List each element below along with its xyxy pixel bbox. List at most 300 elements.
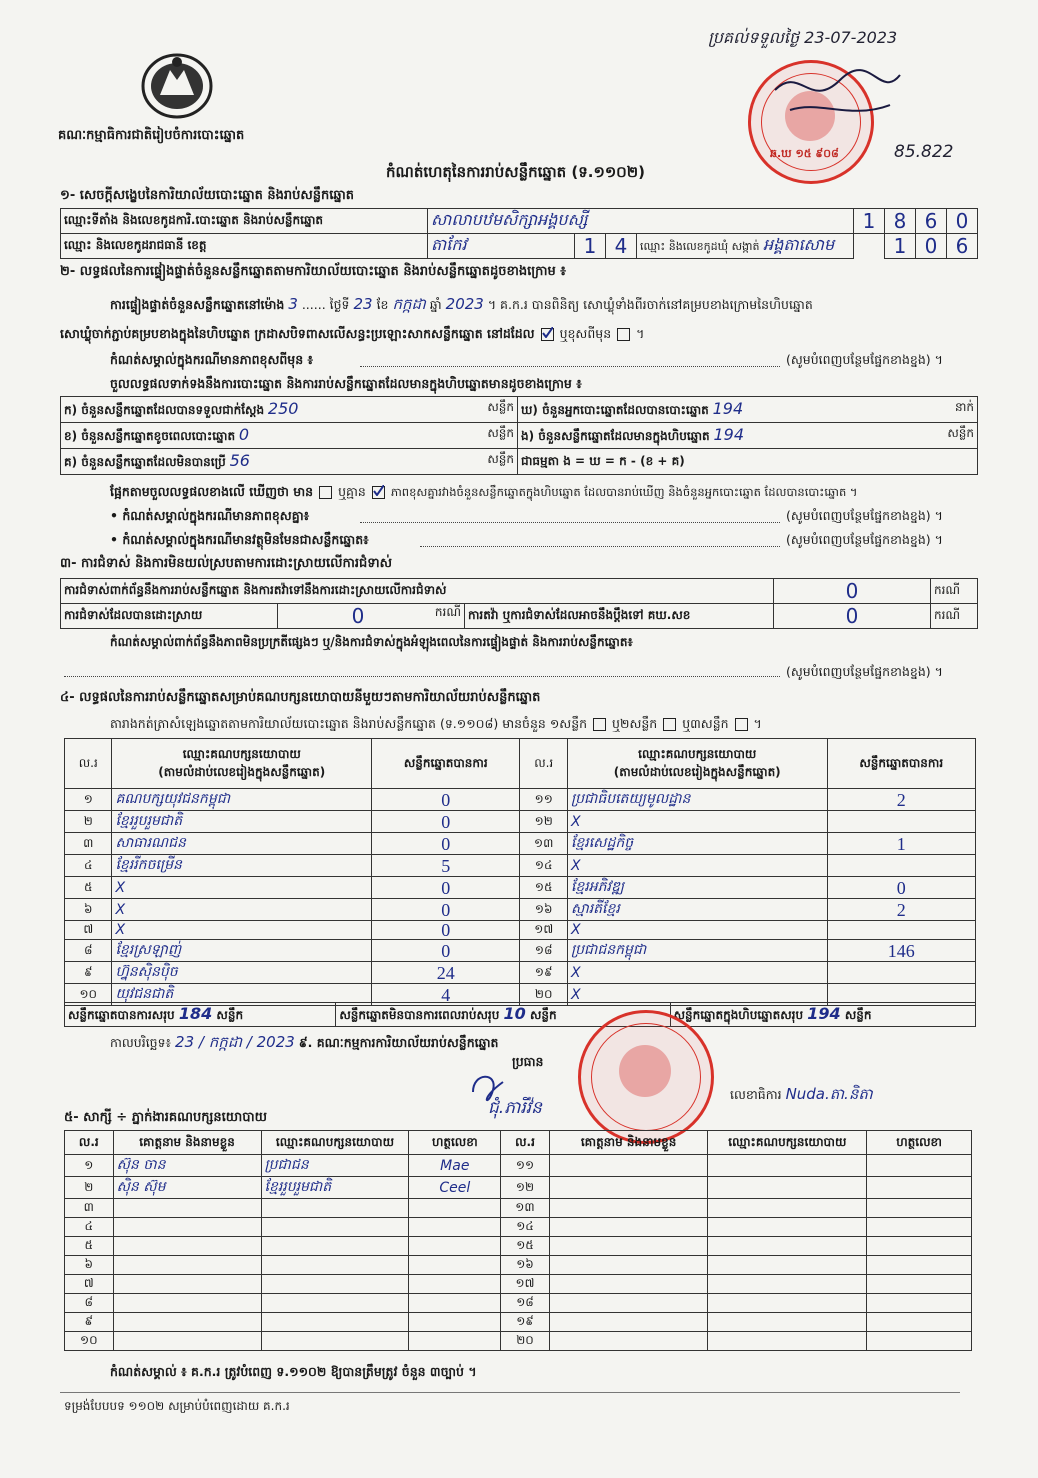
party-votes bbox=[827, 921, 975, 940]
w-col-name-left: គោត្តនាម និងនាមខ្លួន bbox=[113, 1131, 261, 1155]
witness-signature bbox=[409, 1332, 501, 1351]
party-votes: 2 bbox=[827, 899, 975, 921]
witness-name bbox=[549, 1237, 708, 1256]
table-row bbox=[65, 921, 976, 940]
difference-none-label: ឬគ្មាន bbox=[338, 484, 366, 499]
party-no: ១៨ bbox=[520, 940, 567, 962]
complaints-row2b-value: 0 bbox=[774, 604, 931, 629]
witness-name bbox=[113, 1294, 261, 1313]
section2-title: ២- លទ្ធផលនៃការផ្ទៀងផ្ទាត់ចំនួនសន្លឹកឆ្នោតតាមការិយាល័យបោះឆ្នោត និងរាប់សន្លឹកឆ្នោតដូចខាងក្រោម ៖ bbox=[60, 264, 566, 279]
row-kha-value: 0 bbox=[238, 425, 250, 444]
witness-name bbox=[549, 1218, 708, 1237]
table-row bbox=[65, 1332, 972, 1351]
w-col-no-left: ល.រ bbox=[65, 1131, 114, 1155]
witness-name: ស៊ុន ចាន bbox=[113, 1155, 261, 1177]
witness-signature bbox=[409, 1256, 501, 1275]
table-row bbox=[65, 1155, 972, 1177]
witness-party bbox=[708, 1199, 867, 1218]
witness-name bbox=[113, 1256, 261, 1275]
seal-diff-checkbox[interactable] bbox=[617, 328, 630, 341]
tally-2-label: ឬ២សន្លឹក bbox=[612, 716, 658, 731]
party-no: ១៧ bbox=[520, 921, 567, 940]
row-ngo-label: ង) ចំនួនសន្លឹកឆ្នោតដែលមានក្នុងហិបឆ្នោត bbox=[521, 429, 710, 443]
witness-name bbox=[549, 1155, 708, 1177]
total-box-unit: សន្លឹក bbox=[844, 1008, 872, 1022]
witness-party bbox=[708, 1313, 867, 1332]
party-votes bbox=[827, 962, 975, 984]
row-ka-label: ក) ចំនួនសន្លឹកឆ្នោតដែលបានទទួលជាក់ស្តែង bbox=[64, 403, 265, 417]
witness-name bbox=[113, 1218, 261, 1237]
witness-name bbox=[549, 1177, 708, 1199]
party-no: ១១ bbox=[520, 789, 567, 811]
seal-line-text: សោឃ្លុំចាក់ភ្ជាប់គម្របខាងក្នុងនៃហិបឆ្នោត ក្រដាសបិទពាសលើសន្ធះប្រឡោះសាកសន្លឹកឆ្នោត នៅដដែល bbox=[60, 326, 535, 341]
row-kha-label: ខ) ចំនួនសន្លឹកឆ្នោតខូចពេលបោះឆ្នោត bbox=[64, 429, 236, 443]
witness-signature bbox=[409, 1294, 501, 1313]
party-no: ៨ bbox=[65, 940, 112, 962]
section3-title: ៣- ការជំទាស់ និងការមិនយល់ស្របតាមការដោះស្រាយលើការជំទាស់ bbox=[60, 556, 392, 571]
total-valid bbox=[65, 1003, 336, 1027]
party-no: ១៣ bbox=[520, 833, 567, 855]
row-ka bbox=[61, 397, 518, 423]
verify-day-value: 23 bbox=[353, 295, 373, 313]
row-ka-value: 250 bbox=[267, 399, 299, 418]
office-name-value: សាលាបឋមសិក្សាអង្គបស្សី bbox=[428, 209, 854, 234]
province-code-1: 1 bbox=[575, 234, 606, 259]
witness-signature bbox=[409, 1199, 501, 1218]
party-no: ១ bbox=[65, 789, 112, 811]
col-party-right bbox=[567, 739, 827, 789]
witness-name bbox=[113, 1199, 261, 1218]
verify-month-value: កក្កដា bbox=[392, 295, 426, 313]
official-stamp-bottom bbox=[578, 1010, 714, 1144]
party-name: គណបក្សយុវជនកម្ពុជា bbox=[112, 789, 372, 811]
witness-signature bbox=[867, 1199, 972, 1218]
difference-has-checkbox[interactable] bbox=[319, 486, 332, 499]
witness-no: ១៩ bbox=[501, 1313, 550, 1332]
date-label: កាលបរិច្ឆេទ៖ bbox=[110, 1035, 172, 1050]
office-code-4: 0 bbox=[947, 209, 978, 234]
witness-no: ១៨ bbox=[501, 1294, 550, 1313]
table-row bbox=[65, 1218, 972, 1237]
witness-no: ៧ bbox=[65, 1275, 114, 1294]
table-row bbox=[65, 1313, 972, 1332]
witness-no: ៩ bbox=[65, 1313, 114, 1332]
total-valid-unit: សន្លឹក bbox=[216, 1008, 244, 1022]
verify-day-label: ថ្ងៃទី bbox=[329, 297, 350, 312]
bullet-nonballot: • កំណត់សម្គាល់ក្នុងករណីមានវត្ថុមិនមែនជាសន្លឹកឆ្នោត៖ bbox=[110, 532, 369, 547]
w-col-no-right: ល.រ bbox=[501, 1131, 550, 1155]
party-results-table bbox=[64, 738, 976, 1006]
row-ka-unit: សន្លឹក bbox=[487, 400, 514, 414]
complaints-row1-unit: ករណី bbox=[931, 579, 978, 604]
fill-back-note-1: (សូមបំពេញបន្ថែមផ្នែកខាងខ្នង) ។ bbox=[786, 352, 943, 367]
witness-name: ស៊ិន ស៊ុម bbox=[113, 1177, 261, 1199]
party-votes: 0 bbox=[372, 921, 520, 940]
party-votes: 24 bbox=[372, 962, 520, 984]
verify-time-label: ការផ្ទៀងផ្ទាត់ចំនួនសន្លឹកឆ្នោតនៅម៉ោង bbox=[110, 297, 285, 312]
witness-party bbox=[708, 1294, 867, 1313]
total-box-label: សន្លឹកឆ្នោតក្នុងហិបឆ្នោតសរុប bbox=[673, 1008, 804, 1022]
party-name: X bbox=[112, 899, 372, 921]
col-party-left-title: ឈ្មោះគណបក្សនយោបាយ bbox=[182, 746, 301, 761]
party-name: ប្រជាធិបតេយ្យមូលដ្ឋាន bbox=[567, 789, 827, 811]
party-no: ៧ bbox=[65, 921, 112, 940]
witness-party bbox=[261, 1313, 409, 1332]
total-box-value: 194 bbox=[807, 1004, 841, 1023]
party-no: ១៦ bbox=[520, 899, 567, 921]
table-row bbox=[65, 811, 976, 833]
party-name: យុវជនជាតិ bbox=[112, 984, 372, 1006]
commune-code-1: 1 bbox=[885, 234, 916, 259]
witness-name bbox=[549, 1332, 708, 1351]
w-col-name-right: គោត្តនាម និងនាមខ្លួន bbox=[549, 1131, 708, 1155]
party-no: ៤ bbox=[65, 855, 112, 877]
table-row bbox=[65, 877, 976, 899]
witness-party bbox=[261, 1294, 409, 1313]
table-row bbox=[65, 899, 976, 921]
seal-line: សោឃ្លុំចាក់ភ្ជាប់គម្របខាងក្នុងនៃហិបឆ្នោត ក្រដាសបិទពាសលើសន្ធះប្រឡោះសាកសន្លឹកឆ្នោត នៅដដែល ឬខុសពីមុន ។ bbox=[60, 326, 645, 341]
party-votes: 0 bbox=[827, 877, 975, 899]
party-no: ៩ bbox=[65, 962, 112, 984]
witness-signature: Ceel bbox=[409, 1177, 501, 1199]
province-code-2: 4 bbox=[606, 234, 637, 259]
witness-signature bbox=[867, 1177, 972, 1199]
table-row bbox=[65, 1275, 972, 1294]
province-label: ឈ្មោះ និងលេខកូដរាជធានី ខេត្ត bbox=[61, 234, 428, 259]
row-ko-label: គ) ចំនួនសន្លឹកឆ្នោតដែលមិនបានប្រើ bbox=[64, 455, 226, 469]
row-kha-unit: សន្លឹក bbox=[487, 426, 514, 440]
row-ko-unit: សន្លឹក bbox=[487, 452, 514, 466]
received-note: ប្រគល់ទទួលថ្ងៃ 23-07-2023 bbox=[708, 28, 898, 47]
complaints-row1-label: ការជំទាស់ពាក់ព័ន្ធនឹងការរាប់សន្លឹកឆ្នោត និងការតវ៉ាទៅនឹងការដោះស្រាយលើការជំទាស់ bbox=[61, 579, 774, 604]
witness-signature bbox=[867, 1237, 972, 1256]
difference-line bbox=[110, 484, 857, 500]
witness-signature bbox=[409, 1275, 501, 1294]
received-code: 85.822 bbox=[894, 142, 954, 162]
witness-no: ១៦ bbox=[501, 1256, 550, 1275]
party-name: ហ្វ៊ុនស៊ិនប៉ិច bbox=[112, 962, 372, 984]
witness-name bbox=[549, 1313, 708, 1332]
row-kho-unit: នាក់ bbox=[954, 400, 974, 414]
witness-no: ១៣ bbox=[501, 1199, 550, 1218]
party-name: ខ្មែររួបរួមជាតិ bbox=[112, 811, 372, 833]
witness-party bbox=[708, 1218, 867, 1237]
witness-party bbox=[261, 1218, 409, 1237]
table-row bbox=[65, 940, 976, 962]
secretary-name: Nuda.តា.និតា bbox=[785, 1085, 873, 1103]
witness-signature bbox=[867, 1294, 972, 1313]
witness-party bbox=[708, 1177, 867, 1199]
tally-intro: តារាងកត់ត្រាសំឡេងឆ្នោតតាមការិយាល័យបោះឆ្នោត និងរាប់សន្លឹកឆ្នោត (ទ.១១០៨) មានចំនួន ១សន្លឹក bbox=[110, 716, 588, 731]
office-name-label: ឈ្មោះទីតាំង និងលេខកូដការិ.បោះឆ្នោត និងរាប់សន្លឹកឆ្នោត bbox=[61, 209, 428, 234]
witness-no: ១៧ bbox=[501, 1275, 550, 1294]
totals-table bbox=[64, 1002, 976, 1027]
witness-party bbox=[261, 1332, 409, 1351]
witness-signature: Mae bbox=[409, 1155, 501, 1177]
verification-line: ការផ្ទៀងផ្ទាត់ចំនួនសន្លឹកឆ្នោតនៅម៉ោង 3 ...... ថ្ងៃទី 23 ខែ កក្កដា ឆ្នាំ 2023 ។ គ.ក.រ បានពិនិត្យ សោឃ្លុំទាំងពីរចាក់នៅគម្របខាងក្រោមនៃហិបឆ្នោត bbox=[110, 295, 813, 313]
party-name: X bbox=[112, 921, 372, 940]
verify-month-label: ខែ bbox=[376, 297, 389, 312]
witness-party bbox=[261, 1275, 409, 1294]
party-no: ៦ bbox=[65, 899, 112, 921]
witness-party bbox=[708, 1256, 867, 1275]
section1-title: ១- សេចក្តីសង្ខេបនៃការិយាល័យបោះឆ្នោត និងរាប់សន្លឹកឆ្នោត bbox=[60, 188, 355, 203]
party-votes: 2 bbox=[827, 789, 975, 811]
total-invalid-value: 10 bbox=[503, 1004, 526, 1023]
change-note-label: កំណត់សម្គាល់ក្នុងករណីមានភាពខុសពីមុន ៖ bbox=[110, 352, 314, 367]
table-row bbox=[65, 1256, 972, 1275]
table-row bbox=[65, 833, 976, 855]
nec-emblem-icon bbox=[140, 50, 214, 120]
witness-no: ១៥ bbox=[501, 1237, 550, 1256]
total-valid-value: 184 bbox=[178, 1004, 213, 1023]
col-no-right: ល.រ bbox=[520, 739, 567, 789]
witness-no: ១ bbox=[65, 1155, 114, 1177]
committee-label: ៩. គណៈកម្មការការិយាល័យរាប់សន្លឹកឆ្នោត bbox=[298, 1035, 499, 1050]
complaints-table bbox=[60, 578, 978, 629]
table-row bbox=[65, 962, 976, 984]
row-kho bbox=[518, 397, 978, 423]
witness-signature bbox=[867, 1332, 972, 1351]
row-kho-value: 194 bbox=[712, 399, 744, 418]
commune-code-2: 0 bbox=[916, 234, 947, 259]
formula-note: ជាធម្មតា ង = ឃ = ក - (ខ + គ) bbox=[518, 449, 978, 475]
tally-1-checkbox[interactable] bbox=[593, 718, 606, 731]
party-votes: 0 bbox=[372, 877, 520, 899]
party-votes: 5 bbox=[372, 855, 520, 877]
total-invalid-unit: សន្លឹក bbox=[529, 1008, 557, 1022]
witness-signature bbox=[409, 1218, 501, 1237]
tally-3-checkbox[interactable] bbox=[735, 718, 748, 731]
difference-none-checkbox[interactable] bbox=[372, 486, 385, 499]
bottom-note: ទម្រង់បែបបទ ១១០២ សម្រាប់បំពេញដោយ គ.ក.រ bbox=[64, 1399, 290, 1413]
party-no: ២ bbox=[65, 811, 112, 833]
party-name: ខ្មែរអភិវឌ្ឍ bbox=[567, 877, 827, 899]
w-col-party-left: ឈ្មោះគណបក្សនយោបាយ bbox=[261, 1131, 409, 1155]
table-row bbox=[65, 1199, 972, 1218]
commune-code-3: 6 bbox=[947, 234, 978, 259]
witness-no: ៥ bbox=[65, 1237, 114, 1256]
row-ngo-value: 194 bbox=[713, 425, 745, 444]
witness-signature bbox=[867, 1256, 972, 1275]
secretary-line bbox=[730, 1084, 873, 1104]
witness-signature bbox=[409, 1237, 501, 1256]
witness-party bbox=[261, 1199, 409, 1218]
chair-name: ជុំ.ភារីវ៉ន bbox=[488, 1098, 542, 1118]
witness-name bbox=[549, 1199, 708, 1218]
date-line bbox=[110, 1032, 498, 1052]
witness-signature bbox=[409, 1313, 501, 1332]
table-row bbox=[65, 1177, 972, 1199]
witness-party: ខ្មែររួបរួមជាតិ bbox=[261, 1177, 409, 1199]
fill-back-note-2: (សូមបំពេញបន្ថែមផ្នែកខាងខ្នង) ។ bbox=[786, 508, 943, 523]
province-value: តាកែវ bbox=[428, 234, 575, 259]
section4-title: ៤- លទ្ធផលនៃការរាប់សន្លឹកឆ្នោតសម្រាប់គណបក្សនយោបាយនីមួយៗតាមការិយាល័យរាប់សន្លឹកឆ្នោត bbox=[60, 690, 541, 705]
results-intro: ចួលលទ្ធផលទាក់ទងនឹងការបោះឆ្នោត និងការរាប់សន្លឹកឆ្នោតដែលមានក្នុងហិបឆ្នោតមានដូចខាងក្រោម ៖ bbox=[110, 376, 582, 391]
witness-name bbox=[113, 1237, 261, 1256]
section5-title: ៥- សាក្សី ÷ ភ្នាក់ងារគណបក្សនយោបាយ bbox=[64, 1110, 267, 1125]
difference-has-label: ផ្អែកតាមចួលលទ្ធផលខាងលើ ឃើញថា មាន bbox=[110, 484, 314, 499]
w-col-sign-right: ហត្ថលេខា bbox=[867, 1131, 972, 1155]
witness-no: ១៤ bbox=[501, 1218, 550, 1237]
witness-name bbox=[549, 1256, 708, 1275]
footnote: កំណត់សម្គាល់ ៖ គ.ក.រ ត្រូវបំពេញ ទ.១១០២ ឱ្យបានត្រឹមត្រូវ ចំនួន ៣ច្បាប់ ។ bbox=[110, 1364, 477, 1379]
party-votes: 0 bbox=[372, 789, 520, 811]
party-no: ១៥ bbox=[520, 877, 567, 899]
party-name: ប្រជាជនកម្ពុជា bbox=[567, 940, 827, 962]
row-kha bbox=[61, 423, 518, 449]
col-no-left: ល.រ bbox=[65, 739, 112, 789]
bullet-difference: • កំណត់សម្គាល់ក្នុងករណីមានភាពខុសគ្នា៖ bbox=[110, 508, 310, 523]
stamp-number: ឆ.ឃ ១៥ ៩០៨ bbox=[770, 147, 839, 160]
party-name: X bbox=[567, 984, 827, 1006]
witness-no: ៦ bbox=[65, 1256, 114, 1275]
row-ngo-unit: សន្លឹក bbox=[947, 426, 974, 440]
irregularity-note: កំណត់សម្គាល់ពាក់ព័ន្ធនឹងភាពមិនប្រក្រតីផ្សេងៗ ឬ/និងការជំទាស់ក្នុងអំឡុងពេលនៃការផ្ទៀងផ្ទាត់ និងការរាប់សន្លឹកឆ្នោត៖ bbox=[110, 635, 633, 649]
chair-label: ប្រធាន bbox=[512, 1054, 544, 1069]
row-kho-label: ឃ) ចំនួនអ្នកបោះឆ្នោតដែលបានបោះឆ្នោត bbox=[521, 403, 709, 417]
witness-no: ១១ bbox=[501, 1155, 550, 1177]
fill-back-note-3: (សូមបំពេញបន្ថែមផ្នែកខាងខ្នង) ។ bbox=[786, 532, 943, 547]
complaints-row2-label: ការជំទាស់ដែលបានដោះស្រាយ bbox=[61, 604, 278, 629]
witness-signature bbox=[867, 1275, 972, 1294]
col-votes-right: សន្លឹកឆ្នោតបានការ bbox=[827, 739, 975, 789]
witness-name bbox=[549, 1275, 708, 1294]
table-row bbox=[65, 789, 976, 811]
authority-name: គណៈកម្មាធិការជាតិរៀបចំការបោះឆ្នោត bbox=[58, 128, 245, 143]
tally-3-label: ឬ៣សន្លឹក bbox=[682, 716, 729, 731]
party-no: ៣ bbox=[65, 833, 112, 855]
witness-party bbox=[261, 1256, 409, 1275]
verify-year-label: ឆ្នាំ bbox=[429, 297, 442, 312]
total-invalid-label: សន្លឹកឆ្នោតមិនបានការពេលរាប់សរុប bbox=[339, 1008, 500, 1022]
party-no: ១៩ bbox=[520, 962, 567, 984]
party-no: ១២ bbox=[520, 811, 567, 833]
signature-top-icon bbox=[770, 60, 930, 134]
complaints-row2b-label: ការតវ៉ា ឬការជំទាស់ដែលអាចនឹងប្តឹងទៅ គឃ.សខ bbox=[465, 604, 774, 629]
tally-2-checkbox[interactable] bbox=[663, 718, 676, 731]
witness-no: ៣ bbox=[65, 1199, 114, 1218]
party-name: សាធារណជន bbox=[112, 833, 372, 855]
col-party-right-sub: (តាមលំដាប់លេខរៀងក្នុងសន្លឹកឆ្នោត) bbox=[613, 764, 781, 779]
fill-back-note-4: (សូមបំពេញបន្ថែមផ្នែកខាងខ្នង) ។ bbox=[786, 664, 943, 679]
total-box bbox=[670, 1003, 975, 1027]
party-name: ខ្មែររីកចម្រើន bbox=[112, 855, 372, 877]
witness-signature bbox=[867, 1155, 972, 1177]
complaints-row2-unit: ករណី bbox=[434, 605, 461, 619]
row-ko-value: 56 bbox=[229, 451, 250, 470]
party-no: ៥ bbox=[65, 877, 112, 899]
seal-diff-label: ឬខុសពីមុន bbox=[559, 326, 612, 341]
complaints-row2-number: 0 bbox=[351, 604, 365, 628]
witness-party bbox=[708, 1237, 867, 1256]
witness-party bbox=[708, 1275, 867, 1294]
w-col-party-right: ឈ្មោះគណបក្សនយោបាយ bbox=[708, 1131, 867, 1155]
w-col-sign-left: ហត្ថលេខា bbox=[409, 1131, 501, 1155]
verify-year-value: 2023 bbox=[445, 295, 484, 313]
witness-name bbox=[113, 1313, 261, 1332]
party-name: X bbox=[567, 962, 827, 984]
row-ko bbox=[61, 449, 518, 475]
witness-no: ៨ bbox=[65, 1294, 114, 1313]
office-info-table bbox=[60, 208, 978, 259]
date-value: 23 / កក្កដា / 2023 bbox=[175, 1033, 295, 1051]
office-code-1: 1 bbox=[854, 209, 885, 234]
tally-sheet-line: តារាងកត់ត្រាសំឡេងឆ្នោតតាមការិយាល័យបោះឆ្នោត និងរាប់សន្លឹកឆ្នោត (ទ.១១០៨) មានចំនួន ១សន្លឹក ឬ២សន្លឹក ឬ៣សន្លឹក ។ bbox=[110, 716, 762, 731]
commune-label-cell bbox=[637, 234, 854, 259]
table-row bbox=[65, 1237, 972, 1256]
party-name: X bbox=[567, 855, 827, 877]
witness-signature bbox=[867, 1313, 972, 1332]
col-party-right-title: ឈ្មោះគណបក្សនយោបាយ bbox=[638, 746, 757, 761]
ballot-count-table bbox=[60, 396, 978, 475]
party-no: ១៤ bbox=[520, 855, 567, 877]
party-no: ២០ bbox=[520, 984, 567, 1006]
complaints-row1-value: 0 bbox=[774, 579, 931, 604]
party-name: ខ្មែរសេដ្ឋកិច្ច bbox=[567, 833, 827, 855]
party-votes: 0 bbox=[372, 833, 520, 855]
party-votes: 0 bbox=[372, 811, 520, 833]
witness-party bbox=[261, 1237, 409, 1256]
witness-name bbox=[113, 1275, 261, 1294]
witness-table bbox=[64, 1130, 972, 1351]
witness-no: ២ bbox=[65, 1177, 114, 1199]
party-votes bbox=[827, 855, 975, 877]
total-valid-label: សន្លឹកឆ្នោតបានការសរុប bbox=[68, 1008, 175, 1022]
witness-party bbox=[708, 1155, 867, 1177]
party-votes: 146 bbox=[827, 940, 975, 962]
office-code-2: 8 bbox=[885, 209, 916, 234]
witness-no: ១២ bbox=[501, 1177, 550, 1199]
col-party-left bbox=[112, 739, 372, 789]
office-code-3: 6 bbox=[916, 209, 947, 234]
table-row bbox=[65, 855, 976, 877]
form-title: កំណត់ហេតុនៃការរាប់សន្លឹកឆ្នោត (ទ.១១០២) bbox=[386, 163, 646, 181]
verify-time-value: 3 bbox=[288, 295, 298, 313]
party-no: ១០ bbox=[65, 984, 112, 1006]
complaints-row2-value bbox=[278, 604, 465, 629]
party-name: ស្មារតីខ្មែរ bbox=[567, 899, 827, 921]
witness-party bbox=[708, 1332, 867, 1351]
party-votes: 0 bbox=[372, 940, 520, 962]
table-row bbox=[65, 1294, 972, 1313]
commune-value: អង្គតាសោម bbox=[763, 235, 835, 254]
party-votes bbox=[827, 811, 975, 833]
party-name: X bbox=[567, 921, 827, 940]
difference-line-tail: ភាពខុសគ្នារវាងចំនួនសន្លឹកឆ្នោតក្នុងហិបឆ្នោត ដែលបានរាប់ឃើញ និងចំនួនអ្នកបោះឆ្នោត ដែលបានបោះឆ្នោត ។ bbox=[390, 485, 858, 499]
party-votes: 4 bbox=[372, 984, 520, 1006]
col-party-left-sub: (តាមលំដាប់លេខរៀងក្នុងសន្លឹកឆ្នោត) bbox=[158, 764, 326, 779]
party-name: X bbox=[112, 877, 372, 899]
verify-line-tail: ។ គ.ក.រ បានពិនិត្យ សោឃ្លុំទាំងពីរចាក់នៅគម្របខាងក្រោមនៃហិបឆ្នោត bbox=[487, 297, 813, 312]
party-votes: 0 bbox=[372, 899, 520, 921]
commune-label: ឈ្មោះ និងលេខកូដឃុំ សង្កាត់ bbox=[640, 240, 760, 253]
row-ngo bbox=[518, 423, 978, 449]
witness-no: ២០ bbox=[501, 1332, 550, 1351]
witness-name bbox=[549, 1294, 708, 1313]
secretary-label: លេខាធិការ bbox=[730, 1087, 782, 1102]
party-name: X bbox=[567, 811, 827, 833]
witness-no: ១០ bbox=[65, 1332, 114, 1351]
complaints-row2b-unit: ករណី bbox=[931, 604, 978, 629]
witness-no: ៤ bbox=[65, 1218, 114, 1237]
witness-name bbox=[113, 1332, 261, 1351]
seal-same-checkbox[interactable] bbox=[541, 328, 554, 341]
witness-signature bbox=[867, 1218, 972, 1237]
col-votes-left: សន្លឹកឆ្នោតបានការ bbox=[372, 739, 520, 789]
party-votes: 1 bbox=[827, 833, 975, 855]
witness-party: ប្រជាជន bbox=[261, 1155, 409, 1177]
